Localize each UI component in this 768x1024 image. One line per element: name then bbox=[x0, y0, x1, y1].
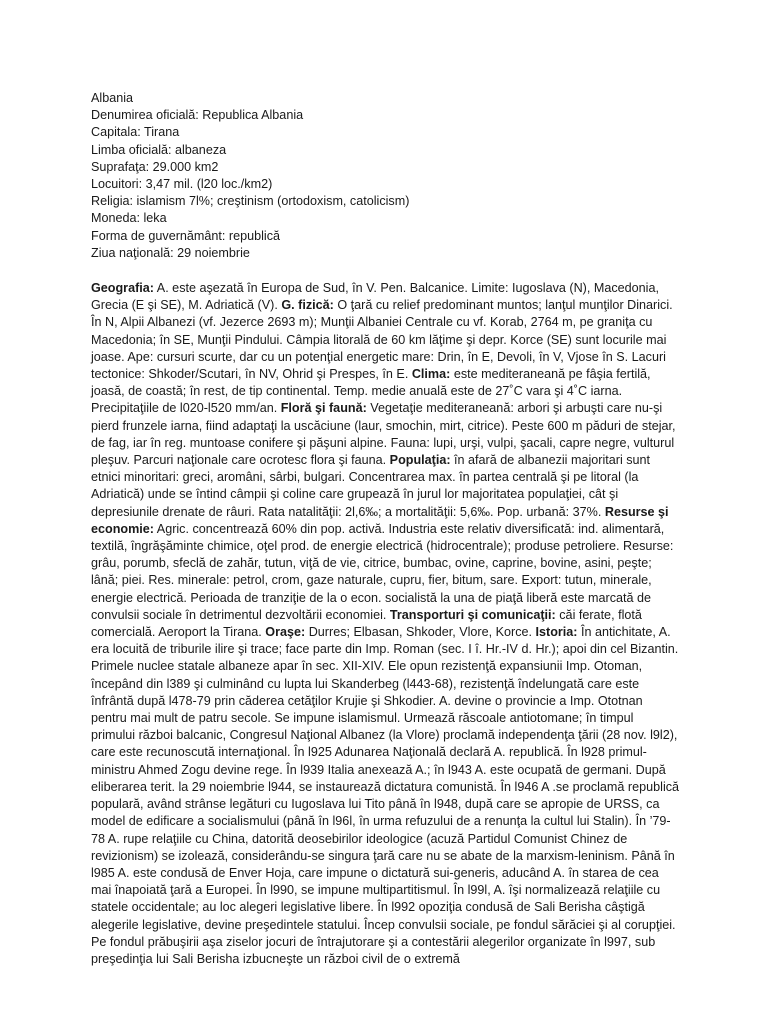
fact-government: Forma de guvernământ: republică bbox=[91, 228, 281, 243]
section-heading: Clima: bbox=[411, 367, 451, 382]
section-heading: Populaţia: bbox=[389, 453, 451, 468]
section-heading: Oraşe: bbox=[265, 625, 306, 640]
section-heading: Floră şi faună: bbox=[280, 401, 367, 416]
section-text: A. este aşezată în Europa de Sud, în V. Pen. Balcanice. Limite: Iugoslava (N), Macedonia, Grecia (E şi SE), M. Adriatică (V). bbox=[91, 281, 659, 313]
fact-national-day: Ziua naţională: 29 noiembrie bbox=[91, 245, 250, 260]
country-facts bbox=[91, 90, 691, 262]
fact-country-name: Albania bbox=[91, 91, 134, 105]
section-heading: Transporturi şi comunicaţii: bbox=[389, 607, 556, 622]
section-text: Durres; Elbasan, Shkoder, Vlore, Korce. bbox=[305, 625, 536, 640]
fact-currency: Moneda: leka bbox=[91, 211, 167, 226]
section-text: Vegetaţie mediteraneană: arbori şi arbuşti care nu-şi pierd frunzele iarna, fiind adaptaţi la uscăciune (laur, smochin, mirt, citrice). Peste 600 m păduri de stejar, de fag, iar în reg. muntoase conifere şi păşuni alpine. Fauna: lupi, urşi, vulpi, şacali, capre negre, vulturul pleşuv. Parcuri naţionale care ocrotesc flora şi fauna. bbox=[91, 401, 676, 468]
section-text: Agric. concentrează 60% din pop. activă. Industria este relativ diversificată: ind. alimentară, textilă, îngrăşăminte chimice, oţel prod. de energie electrică (hidrocentrale); produse petroliere. Resurse: grâu, porumb, sfeclă de zahăr, tutun, viţă de vie, citrice, bumbac, ovine, caprine, bovine, asini, peşte; lână; piei. Res. minerale: petrol, crom, gaze naturale, cupru, fier, bitum, sare. Export: tutun, minerale, energie electrică. Perioada de tranziţie de la o econ. socialistă la una de piaţă liberă este marcată de convulsii sociale în detrimentul dezvoltării economiei. bbox=[91, 521, 674, 622]
section-text: este mediteraneană pe fâşia fertilă, joasă, de coastă; în rest, de tip continental. Temp. medie anuală este de 27˚C vara şi 4˚C iarna. Precipitaţiile de l020-l520 mm/an. bbox=[91, 367, 651, 416]
paragraph bbox=[91, 280, 681, 968]
section-text: căi ferate, flotă comercială. Aeroport la Tirana. bbox=[91, 607, 642, 640]
fact-official-name: Denumirea oficială: Republica Albania bbox=[91, 108, 304, 123]
body-paragraph bbox=[91, 280, 681, 968]
fact-area: Suprafaţa: 29.000 km2 bbox=[91, 159, 219, 174]
fact-capital: Capitala: Tirana bbox=[91, 125, 180, 140]
section-text: O ţară cu relief predominant muntos; lanţul munţilor Dinarici. În N, Alpii Albanezi (vf. Jezerce 2693 m); Munţii Albaniei Centrale cu vf. Korab, 2764 m, pe graniţa cu Macedonia; în SE, Munţii Pindului. Câmpia litorală de 60 km lăţime şi depr. Korce (SE) sunt locurile mai joase. Ape: cursuri scurte, dar cu un potenţial energetic mare: Drin, în E, Devoli, în V, Vjose în S. Lacuri tectonice: Shkoder/Scutari, în NV, Ohrid şi Prespes, în E. bbox=[91, 298, 673, 382]
section-text: În antichitate, A. era locuită de triburile ilire şi trace; face parte din Imp. Roman (sec. I î. Hr.-IV d. Hr.); apoi din cel Bizantin. Primele nuclee statale albaneze apar în sec. XII-XIV. Ele opun rezistenţă expansiunii Imp. Otoman, începând din l389 şi culminând cu lupta lui Skanderbeg (l443-68), rezistenţă îndelungată care este înfrântă după l478-79 prin căderea cetăţilor Krujie şi Shkodier. A. devine o provincie a Imp. Ototnan pentru mai mult de patru secole. Se impune islamismul. Urmează răscoale antiotomane; în timpul primului război balcanic, Congresul Naţional Albanez (la Vlore) proclamă independenţa ţării (28 nov. l9l2), care este recunoscută internaţional. În l925 Adunarea Naţională declară A. republică. În l928 primul-ministru Ahmed Zogu devine rege. În l939 Italia anexează A.; în l943 A. este ocupată de germani. După eliberarea terit. la 29 noiembrie l944, se instaurează dictatura comunistă. În l946 A .se proclamă republică populară, având strânse legături cu Iugoslava lui Tito până în l948, după care se apropie de URSS, ca model de edificare a socialismului (până în l96l, în urma refuzului de a renunţa la cultul lui Stalin). În ’79-78 A. rupe relaţiile cu China, datorită deosebirilor ideologice (acuză Partidul Comunist Chinez de revizionism) se izolează, considerându-se singura ţară care nu se abate de la marxism-leninism. Până în l985 A. este condusă de Enver Hoja, care impune o dictatură sui-generis, aducând A. în starea de cea mai înapoiată ţară a Europei. În l990, se impune multipartitismul. În l99l, A. îşi normalizează relaţiile cu statele occidentale; au loc alegeri legislative libere. În l992 opoziţia condusă de Sali Berisha câştigă alegerile legislative, devine preşedintele statului. Încep convulsii sociale, pe fondul sărăciei şi al corupţiei. Pe fondul prăbuşirii aşa ziselor jocuri de întrajutorare şi a contestării alegerilor organizate în l997, sub preşedinţia lui Sali Berisha izbucneşte un război civil de o extremă bbox=[91, 625, 680, 966]
section-heading: G. fizică: bbox=[281, 298, 334, 313]
section-heading: Geografia: bbox=[91, 281, 154, 295]
fact-language: Limba oficială: albaneza bbox=[91, 142, 227, 157]
section-heading: Resurse şi economie: bbox=[91, 504, 669, 536]
fact-population: Locuitori: 3,47 mil. (l20 loc./km2) bbox=[91, 177, 273, 192]
section-text: în afară de albanezii majoritari sunt etnici minoritari: greci, aromâni, sârbi, bulgari. Concentrarea max. în partea centrală şi pe litoral (la Adriatică) unde se întind câmpii şi coline care grupează în jurul lor majoritatea populaţiei, cât şi depresiunile drenate de râuri. Rata natalităţii: 2l,6‰; a mortalităţii: 5,6‰. Pop. urbană: 37%. bbox=[91, 453, 651, 519]
section-heading: Istoria: bbox=[535, 625, 578, 640]
fact-religion: Religia: islamism 7l%; creştinism (ortodoxism, catolicism) bbox=[91, 194, 410, 209]
